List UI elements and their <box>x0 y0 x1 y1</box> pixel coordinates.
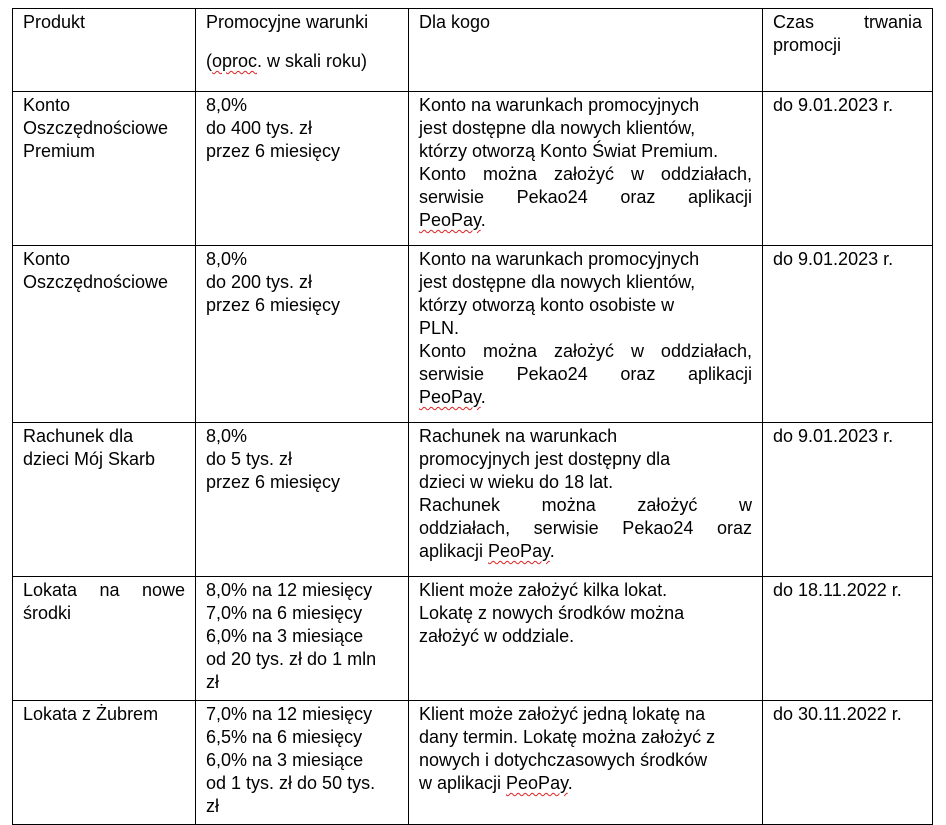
text-line: Klient może założyć kilka lokat. <box>419 580 668 600</box>
cell-dla-kogo <box>409 423 763 577</box>
text-line: przez 6 miesięcy <box>206 295 341 315</box>
text-line: Konto na warunkach promocyjnych <box>419 249 700 269</box>
text-line: Lokata na nowe <box>23 580 185 600</box>
spellcheck-word: PeoPay <box>419 387 481 407</box>
cell-dla-kogo <box>409 577 763 701</box>
text-line: promocyjnych jest dostępny dla <box>419 449 671 469</box>
cell-czas <box>763 92 933 246</box>
cell-warunki <box>196 92 409 246</box>
header-czas <box>763 9 933 92</box>
header-warunki-line2-rest: . w skali roku) <box>257 51 368 71</box>
text-line: Oszczędnościowe <box>23 118 169 138</box>
header-produkt-text: Produkt <box>23 12 86 32</box>
text-line: 8,0% <box>206 95 248 115</box>
text-line: 6,0% na 3 miesiące <box>206 626 364 646</box>
text-line: PLN. <box>419 318 460 338</box>
text-line: 8,0% <box>206 249 248 269</box>
header-dla-kogo-text: Dla kogo <box>419 12 491 32</box>
text-line: do 9.01.2023 r. <box>773 95 894 115</box>
text-line: środki <box>23 603 72 623</box>
text-line: Oszczędnościowe <box>23 272 169 292</box>
text-line: nowych i dotychczasowych środków <box>419 750 708 770</box>
cell-czas <box>763 577 933 701</box>
text-line: 8,0% <box>206 426 248 446</box>
period: . <box>480 387 486 407</box>
cell-czas <box>763 423 933 577</box>
text-line: dzieci w wieku do 18 lat. <box>419 472 614 492</box>
text-line <box>419 772 752 795</box>
text-line: 6,0% na 3 miesiące <box>206 750 364 770</box>
cell-dla-kogo <box>409 701 763 825</box>
text-line: Konto można założyć w oddziałach, <box>419 164 752 184</box>
spacer <box>206 34 398 50</box>
cell-dla-kogo <box>409 92 763 246</box>
cell-czas <box>763 246 933 423</box>
text-line: do 9.01.2023 r. <box>773 249 894 269</box>
text-line: Lokatę z nowych środków można <box>419 603 685 623</box>
text-line: 7,0% na 12 miesięcy <box>206 704 373 724</box>
header-produkt <box>13 9 196 92</box>
text-line: Konto <box>23 95 71 115</box>
promotions-table <box>12 8 933 825</box>
text-line: dany termin. Lokatę można założyć z <box>419 727 716 747</box>
text-line: Konto na warunkach promocyjnych <box>419 95 700 115</box>
cell-warunki <box>196 246 409 423</box>
text-line: do 5 tys. zł <box>206 449 293 469</box>
text-line: Konto można założyć w oddziałach, <box>419 341 752 361</box>
cell-czas <box>763 701 933 825</box>
header-warunki-line2 <box>206 50 398 73</box>
paren-open: ( <box>206 51 212 71</box>
text-line: którzy otworzą konto osobiste w <box>419 295 675 315</box>
text-line: do 9.01.2023 r. <box>773 426 894 446</box>
period: . <box>549 541 555 561</box>
cell-produkt <box>13 701 196 825</box>
text-line: 8,0% na 12 miesięcy <box>206 580 373 600</box>
spellcheck-word: oproc <box>212 51 258 71</box>
text-line: założyć w oddziale. <box>419 626 575 646</box>
table-row <box>13 701 933 825</box>
text-line: oddziałach, serwisie Pekao24 oraz <box>419 518 752 538</box>
text-fragment: aplikacji <box>419 541 489 561</box>
text-line: przez 6 miesięcy <box>206 141 341 161</box>
text-line: jest dostępne dla nowych klientów, <box>419 272 696 292</box>
text-line: Rachunek można założyć w <box>419 495 752 515</box>
text-line: którzy otworzą Konto Świat Premium. <box>419 141 719 161</box>
text-line: do 400 tys. zł <box>206 118 313 138</box>
period: . <box>480 210 486 230</box>
cell-dla-kogo <box>409 246 763 423</box>
text-line: zł <box>206 796 219 816</box>
text-line: Rachunek dla <box>23 426 134 446</box>
text-line: zł <box>206 672 219 692</box>
cell-produkt <box>13 92 196 246</box>
text-line: jest dostępne dla nowych klientów, <box>419 118 696 138</box>
header-czas-word2: trwania <box>863 12 922 32</box>
cell-produkt <box>13 246 196 423</box>
text-line: serwisie Pekao24 oraz aplikacji <box>419 187 752 207</box>
cell-produkt <box>13 423 196 577</box>
text-line: przez 6 miesięcy <box>206 472 341 492</box>
text-line: serwisie Pekao24 oraz aplikacji <box>419 364 752 384</box>
text-line: Rachunek na warunkach <box>419 426 618 446</box>
text-line: do 200 tys. zł <box>206 272 313 292</box>
text-fragment: w aplikacji <box>419 773 507 793</box>
period: . <box>567 773 573 793</box>
header-czas-line2: promocji <box>773 35 842 55</box>
text-line: Klient może założyć jedną lokatę na <box>419 704 706 724</box>
text-line: do 30.11.2022 r. <box>773 704 902 724</box>
spellcheck-word: PeoPay <box>419 210 481 230</box>
text-line: Premium <box>23 141 96 161</box>
text-line: dzieci Mój Skarb <box>23 449 156 469</box>
header-czas-word1: Czas <box>773 12 815 32</box>
cell-warunki <box>196 423 409 577</box>
text-line: Konto <box>23 249 71 269</box>
table-row <box>13 92 933 246</box>
cell-warunki <box>196 577 409 701</box>
header-dla-kogo <box>409 9 763 92</box>
header-warunki <box>196 9 409 92</box>
header-row <box>13 9 933 92</box>
text-line: od 20 tys. zł do 1 mln <box>206 649 377 669</box>
text-line <box>419 209 752 232</box>
text-line: 7,0% na 6 miesięcy <box>206 603 363 623</box>
text-line <box>419 540 752 563</box>
text-line <box>419 386 752 409</box>
table-row <box>13 423 933 577</box>
text-line: od 1 tys. zł do 50 tys. <box>206 773 376 793</box>
spellcheck-word: PeoPay <box>506 773 568 793</box>
table-row <box>13 577 933 701</box>
table-row <box>13 246 933 423</box>
header-warunki-line1: Promocyjne warunki <box>206 12 369 32</box>
text-line: 6,5% na 6 miesięcy <box>206 727 363 747</box>
cell-produkt <box>13 577 196 701</box>
text-line: do 18.11.2022 r. <box>773 580 902 600</box>
spellcheck-word: PeoPay <box>488 541 550 561</box>
header-czas-line1 <box>773 11 922 34</box>
text-line: Lokata z Żubrem <box>23 704 159 724</box>
cell-warunki <box>196 701 409 825</box>
